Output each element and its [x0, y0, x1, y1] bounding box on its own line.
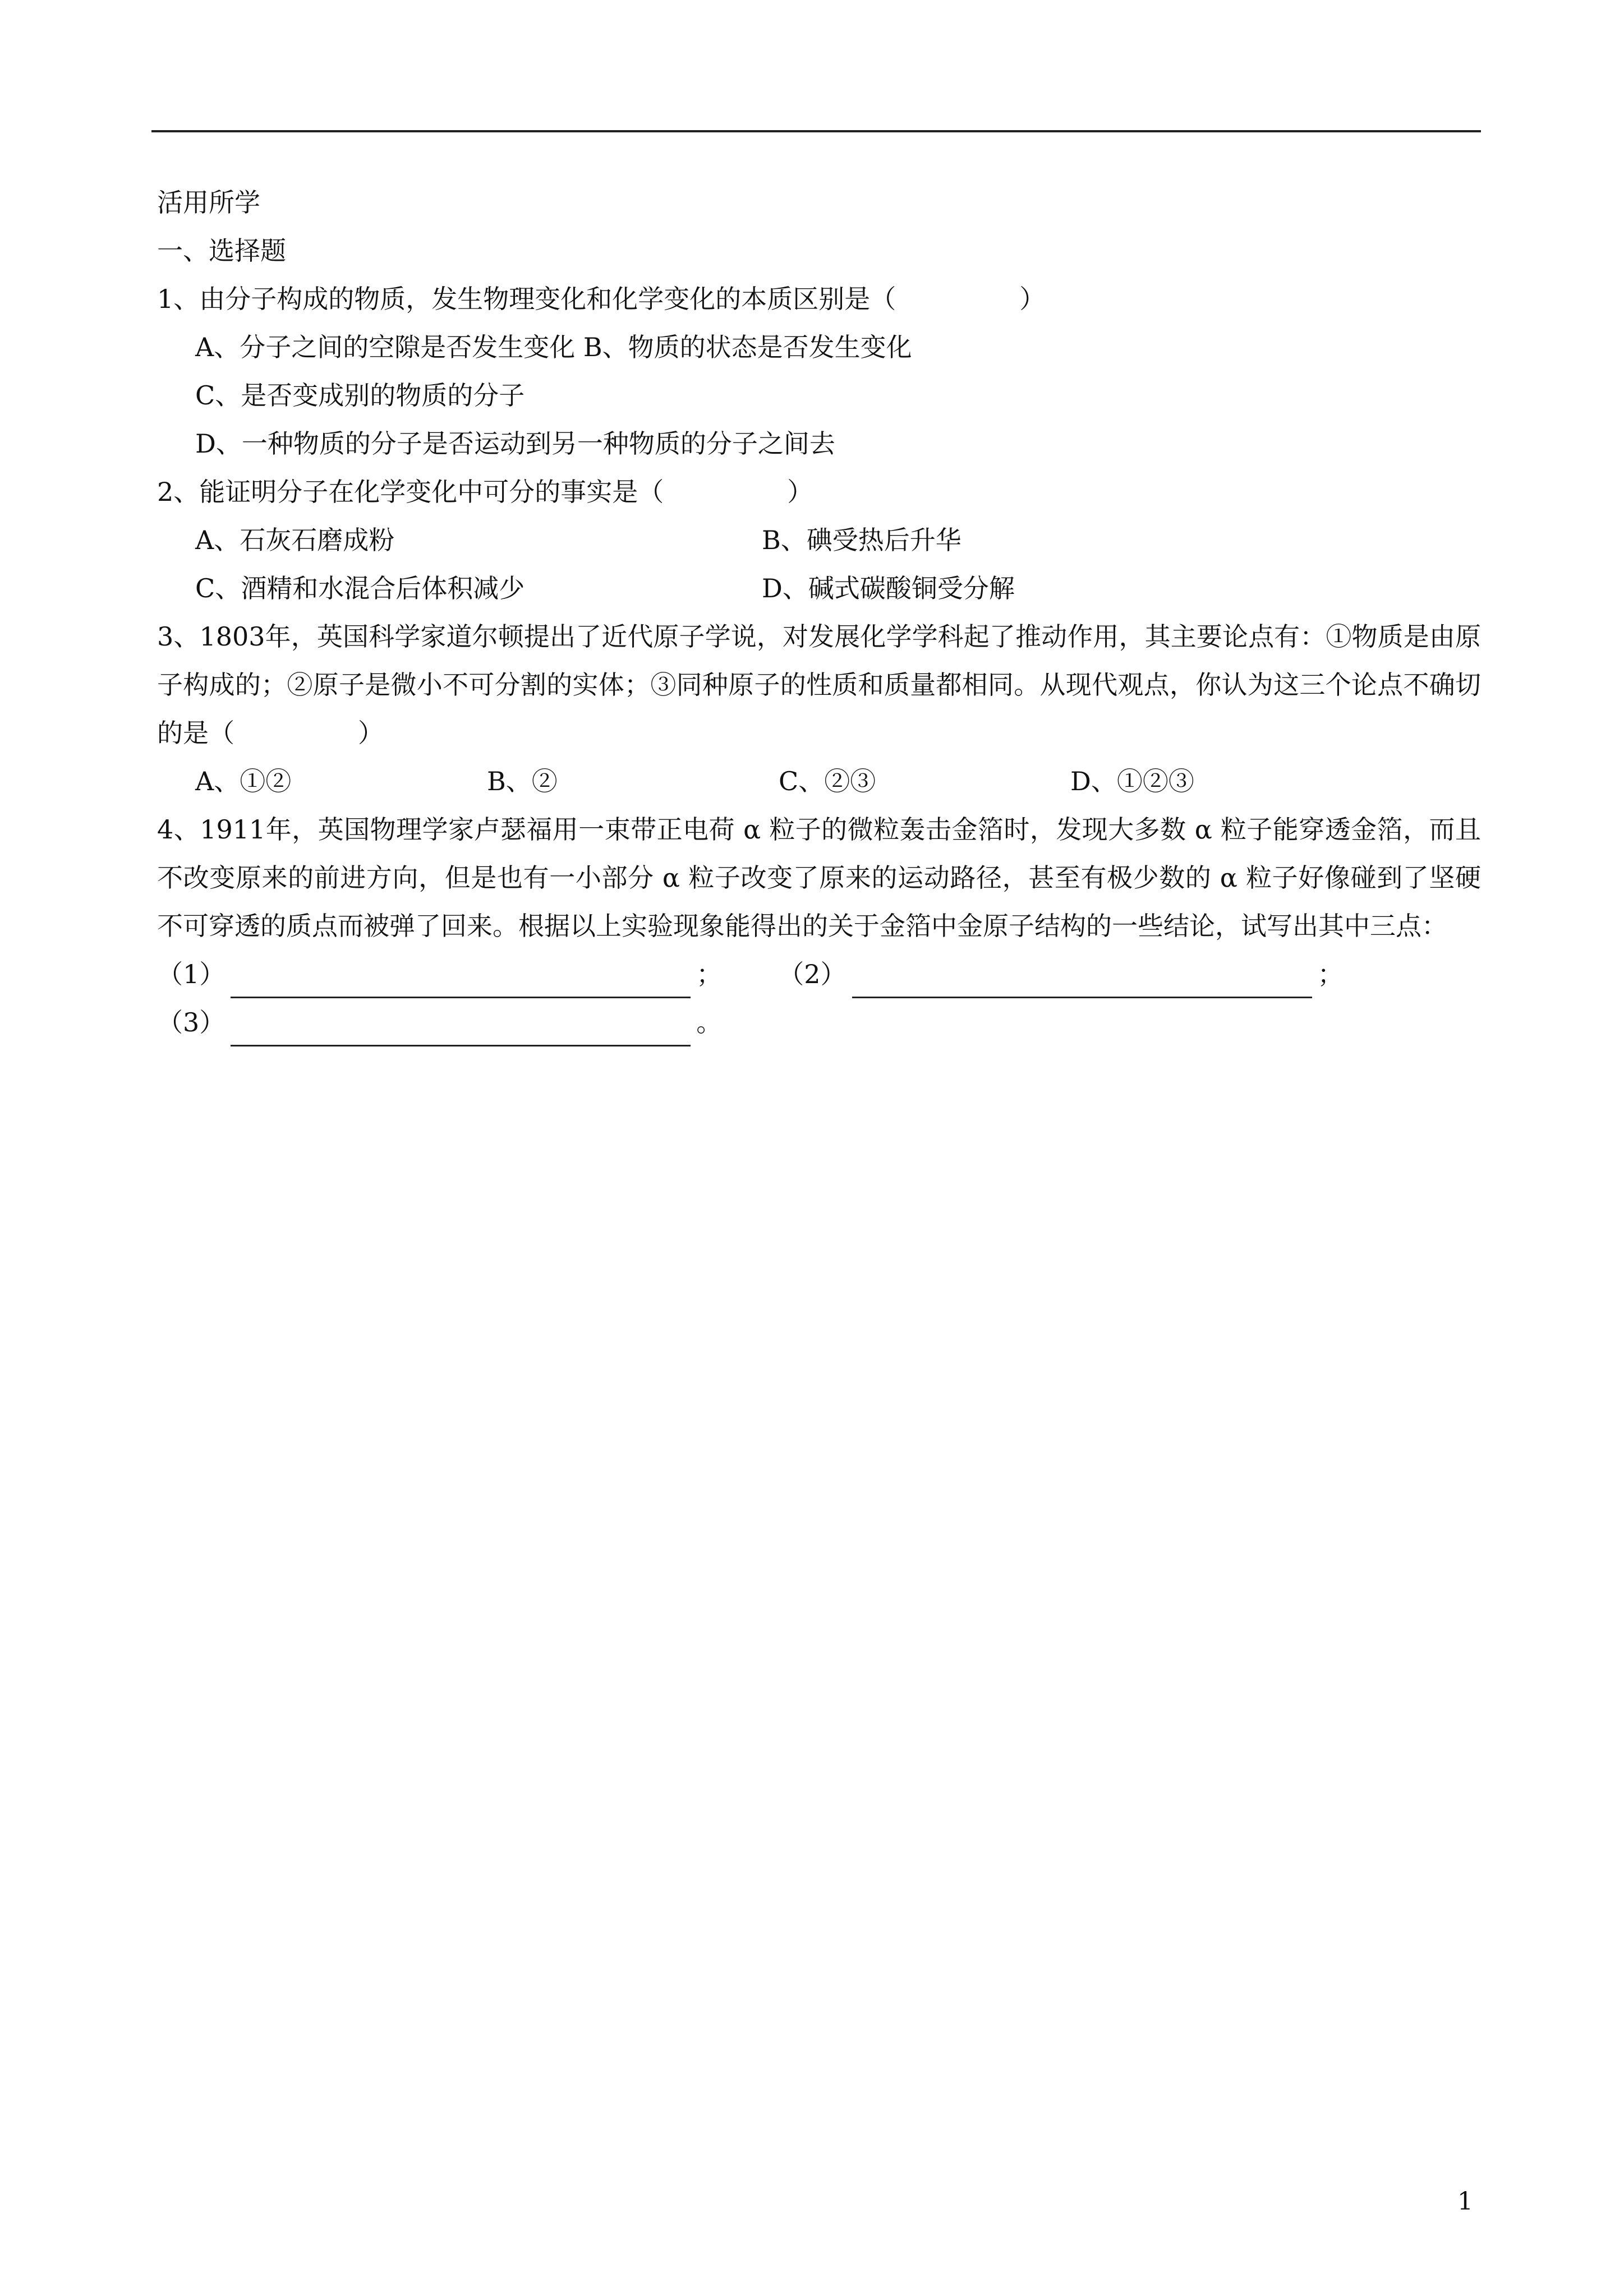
question-3-close-paren: ） [358, 718, 384, 748]
question-2-options-ab [157, 516, 1481, 564]
header-rule [151, 130, 1481, 132]
question-2-option-a: A、石灰石磨成粉 [195, 525, 395, 555]
section-subtitle: 一、选择题 [157, 236, 286, 266]
question-2-options-cd [157, 564, 1481, 612]
worksheet-content [157, 178, 1481, 1046]
question-3-text: 3、1803年，英国科学家道尔顿提出了近代原子学说，对发展化学学科起了推动作用，其主要论点有：①物质是由原子构成的；②原子是微小不可分割的实体；③同种原子的性质和质量都相同。从现代观点，你认为这三个论点不确切的是（ [157, 621, 1481, 748]
question-2-stem [157, 468, 1481, 516]
question-3-option-c: C、②③ [779, 766, 876, 796]
question-1-text: 1、由分子构成的物质，发生物理变化和化学变化的本质区别是（ [157, 284, 896, 314]
question-2-option-d: D、碱式碳酸铜受分解 [762, 573, 1015, 603]
answer-blank-1[interactable] [231, 963, 691, 998]
blank-3-label: （3） [157, 1007, 226, 1038]
page-number: 1 [1457, 2187, 1473, 2216]
blank-2-label: （2） [778, 959, 846, 989]
question-3-stem [157, 612, 1481, 757]
question-2-option-c: C、酒精和水混合后体积减少 [195, 573, 525, 603]
section-title: 活用所学 [157, 187, 260, 218]
blank-3-end: 。 [696, 1007, 723, 1038]
question-4-blanks-row-1 [157, 950, 1481, 998]
question-1-close-paren: ） [1019, 284, 1046, 314]
question-2-option-b: B、碘受热后升华 [762, 525, 961, 555]
blank-1-separator: ； [696, 959, 723, 989]
question-1-stem [157, 275, 1481, 323]
answer-blank-3[interactable] [231, 1011, 691, 1046]
answer-blank-2[interactable] [852, 963, 1312, 998]
question-3-options [157, 757, 1481, 805]
question-2-close-paren: ） [787, 477, 813, 507]
question-3-option-d: D、①②③ [1070, 766, 1194, 796]
blank-2-separator: ； [1317, 959, 1344, 989]
question-1-option-c: C、是否变成别的物质的分子 [195, 380, 525, 411]
question-3-option-a: A、①② [195, 766, 292, 796]
blank-1-label: （1） [157, 959, 226, 989]
question-2-text: 2、能证明分子在化学变化中可分的事实是（ [157, 477, 664, 507]
question-3-option-b: B、② [487, 766, 558, 796]
question-4-blanks-row-2 [157, 998, 1481, 1046]
question-1-option-d: D、一种物质的分子是否运动到另一种物质的分子之间去 [195, 428, 835, 459]
question-4-text: 4、1911年，英国物理学家卢瑟福用一束带正电荷 α 粒子的微粒轰击金箔时，发现大多数 α 粒子能穿透金箔，而且不改变原来的前进方向，但是也有一小部分 α 粒子改变了原来的运动路径，甚至有极少数的 α 粒子好像碰到了坚硬不可穿透的质点而被弹了回来。根据以上实验现象能得出的关于金箔中金原子结构的一些结论，试写出其中三点： [157, 814, 1481, 941]
question-1-options-ab: A、分子之间的空隙是否发生变化 B、物质的状态是否发生变化 [195, 332, 912, 362]
